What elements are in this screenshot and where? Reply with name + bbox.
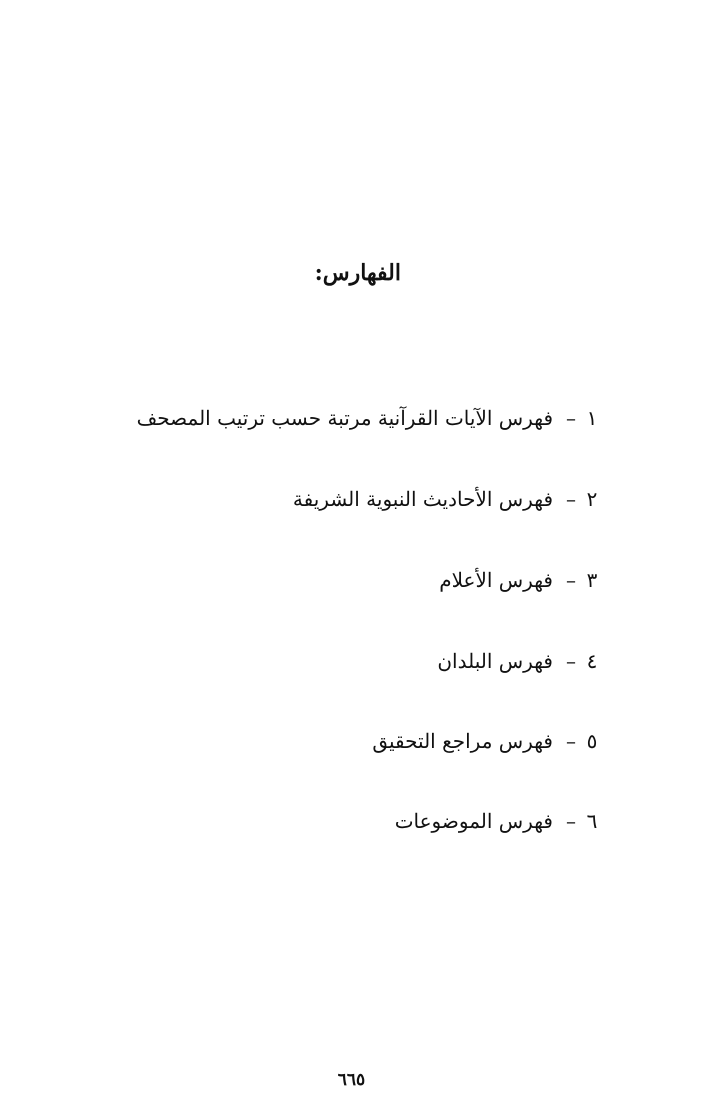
item-number: ٣ [586,568,598,592]
item-dash: – [566,729,576,753]
item-title: فهرس البلدان [437,649,553,673]
item-title: فهرس الآيات القرآنية مرتبة حسب ترتيب المصحف [136,406,553,430]
list-item [395,801,603,841]
item-title: فهرس الأحاديث النبوية الشريفة [292,487,553,511]
list-item [439,560,603,600]
item-title: فهرس الأعلام [439,568,553,592]
item-dash: – [566,649,576,673]
page-heading: الفهارس: [314,260,401,286]
list-item [372,721,603,761]
item-dash: – [566,568,576,592]
item-number: ٦ [586,809,598,833]
list-item [137,398,603,438]
page-number: ٦٦٥ [337,1070,366,1090]
item-dash: – [566,487,576,511]
list-item [293,479,603,519]
item-number: ٥ [586,729,598,753]
item-dash: – [566,406,576,430]
item-dash: – [566,809,576,833]
item-title: فهرس الموضوعات [394,809,553,833]
item-number: ٢ [586,487,598,511]
item-number: ٤ [586,649,598,673]
item-title: فهرس مراجع التحقيق [372,729,553,753]
list-item [437,641,603,681]
item-number: ١ [586,406,598,430]
